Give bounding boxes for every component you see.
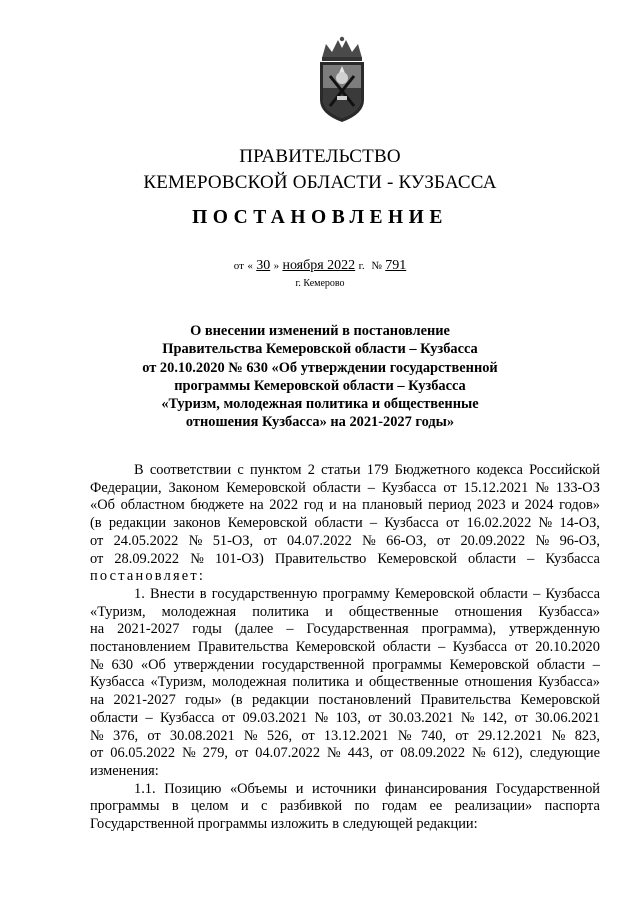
text-line [90,462,600,480]
document-type-heading: ПОСТАНОВЛЕНИЕ [192,207,448,228]
word: – [286,621,294,638]
word: – [533,585,541,602]
word: 51-ОЗ, [212,532,254,549]
word: 24.05.2022 [113,532,179,549]
word: от [234,745,249,762]
word: № [460,709,475,726]
word: № [362,532,376,549]
word: и [240,798,249,815]
word: 2 [307,462,315,478]
word: законов [173,515,221,532]
word: политика [292,674,350,691]
word: Бюджетного [394,462,471,478]
word: 29.12.2021 [477,727,543,744]
word: целом [191,798,229,815]
word: Кемеровской [394,585,475,602]
word: Кузбасса [452,639,508,656]
word: Российской [529,462,600,478]
word: 526, [266,727,293,744]
word: – [438,639,446,656]
word: области [90,709,139,726]
word: на [249,497,264,514]
word: № [90,656,104,673]
word: № [472,745,486,762]
word: Правительство [274,550,367,567]
date-day: 30 [256,258,271,273]
word: год [303,497,324,514]
word: бюджете [190,497,244,514]
date-year-suffix: г. [358,260,365,272]
word: 443, [347,745,373,762]
word: от [514,639,528,656]
word: Правительства [197,639,289,656]
word: молодежная [212,674,287,691]
word: 179 [366,462,389,478]
word: «Об [140,656,166,673]
word: государственную [211,585,318,602]
word: «Туризм, [150,674,207,691]
word: с [261,798,268,815]
word: утверждении [173,656,255,673]
paragraph-item-1-1 [90,781,600,816]
text-line [90,745,600,763]
word: 08.09.2022 [400,745,466,762]
number-sign: № [371,260,382,272]
word: государственной [261,656,365,673]
word: Кемеровской [377,550,457,567]
word: Кемеровской [227,515,308,532]
text-line [90,781,600,799]
word: Федерации, [90,479,162,496]
text-line [90,497,600,515]
text-line [90,798,600,816]
word: – [369,515,378,532]
word: постановлений [318,692,412,709]
kuzbass-coat-of-arms-icon [312,36,372,124]
word: 740, [420,727,446,744]
word: 28.09.2022 [114,550,180,567]
word: от [90,745,104,762]
word: годов» [559,497,600,514]
word: (в [90,515,102,532]
word: утвержденную [509,621,600,638]
word: Кузбасса [160,709,215,726]
title-line: «Туризм, молодежная политика и общественные [161,396,479,413]
word: Внести [150,585,195,602]
word: № [327,745,341,762]
word: «Об [90,497,115,514]
text-line [90,621,600,639]
word: от [301,727,315,744]
word: области [312,479,361,496]
government-line-2: КЕМЕРОВСКОЙ ОБЛАСТИ - КУЗБАССА [143,172,497,193]
word: области [536,656,585,673]
date-open-quote: « [247,260,253,272]
word: 30.06.2021 [535,709,600,726]
word: Кемеровской [520,692,600,709]
text-line [90,604,600,622]
word: Кемеровской [226,479,306,496]
paragraph-item-1-1-last-line: Государственной программы изложить в следующей редакции: [90,816,478,833]
word: Кемеровской [449,656,530,673]
paragraph-item-1-last-line: изменения: [90,762,159,779]
text-line [90,639,600,657]
word: 279, [202,745,228,762]
title-line: программы Кемеровской области – Кузбасса [174,377,466,394]
word: разбивкой [279,798,343,815]
word: В [134,462,144,478]
word: 612), [492,745,523,762]
text-line [90,551,600,569]
word: от [446,515,460,532]
decree-number: 791 [385,258,407,273]
word: – [592,656,600,673]
word: № [314,709,329,726]
word: от [436,532,451,549]
word: программы [372,656,442,673]
word: Кузбасса [381,479,437,496]
word: области [382,639,431,656]
word: Позицию [164,780,222,797]
word: «Туризм, [90,603,146,620]
word: – [527,550,535,567]
decrees-word: постановляет: [90,568,206,585]
title-line: от 20.10.2020 № 630 «Об утверждении государственной [142,359,498,376]
word: финансирования [384,780,488,797]
word: и [329,497,337,514]
text-line [90,692,600,710]
word: 04.07.2022 [287,532,352,549]
word: Кузбасса [545,585,600,602]
word: Кузбасса» [538,674,600,691]
word: № [397,727,412,744]
text-line [90,728,600,746]
word: Законом [168,479,220,496]
word: и [295,780,304,797]
text-line [90,657,600,675]
word: постановлением [90,639,191,656]
word: годы [192,621,222,638]
text-line [90,586,600,604]
word: соответствии [149,462,232,478]
word: в [171,798,179,815]
word: 630 [111,656,134,673]
word: 2023 [476,497,506,514]
word: годы» [185,692,222,709]
word: Государственная [306,621,409,638]
word: ее [429,798,443,815]
word: 04.07.2022 [255,745,321,762]
word: 2024 [524,497,554,514]
word: от [221,709,236,726]
word: Кузбасса [384,515,439,532]
word: общественные [348,603,439,620]
text-line [90,674,600,692]
decree-date-line [0,257,640,274]
word: 14-ОЗ, [559,515,600,532]
word: 15.12.2021 [463,479,529,496]
word: политика [252,603,309,620]
word: от [443,479,457,496]
word: области [314,515,363,532]
word: № [188,532,203,549]
word: от [368,709,382,726]
word: в [199,585,207,602]
word: области [479,585,528,602]
word: плановый [362,497,423,514]
word: областном [120,497,185,514]
word: (в [231,692,243,709]
word: 20.09.2022 [460,532,526,549]
word: на [90,621,105,638]
word: 96-ОЗ, [559,532,600,549]
word: 30.08.2021 [169,727,235,744]
word: 1.1. [134,780,156,797]
paragraph-preamble [90,462,600,568]
word: годам [381,798,418,815]
word: и [325,603,333,620]
word: 2021-2027 [117,621,180,638]
word: № [535,532,550,549]
word: общественные [368,674,459,691]
date-from-label: от [233,260,244,272]
word: Кемеровской [295,639,376,656]
word: 2021-2027 [113,692,176,709]
word: источники [312,780,377,797]
word: редакции [108,515,167,532]
word: 2022 [269,497,299,514]
text-line [90,533,600,551]
word: Государственной [495,780,600,797]
word: – [145,709,153,726]
word: «Объемы [229,780,288,797]
word: от [90,550,104,567]
word: на [90,692,105,709]
word: пунктом [249,462,302,478]
word: от [90,532,104,549]
word: 103, [335,709,361,726]
word: и [355,674,363,691]
word: № [90,727,104,744]
word: 06.05.2022 [110,745,176,762]
word: 101-ОЗ) [214,550,264,567]
word: № [190,550,204,567]
word: 09.03.2021 [242,709,308,726]
word: кодекса [476,462,523,478]
word: 66-ОЗ, [386,532,427,549]
text-line [90,710,600,728]
word: от [455,727,469,744]
word: на [342,497,357,514]
word: реализации» [454,798,533,815]
word: программы [90,798,160,815]
word: и [511,497,520,514]
word: (далее [234,621,274,638]
word: следующие [529,745,600,762]
title-line: Правительства Кемеровской области – Кузбасса [162,341,478,358]
document-body [90,462,600,834]
word: Кузбасса [545,550,600,567]
word: от [147,727,161,744]
word: молодежная [161,603,237,620]
word: по [354,798,370,815]
word: 142, [481,709,508,726]
word: с [237,462,244,478]
government-line-1: ПРАВИТЕЛЬСТВО [239,146,401,167]
word: № [243,727,258,744]
title-line: отношения Кузбасса» на 2021-2027 годы» [185,414,455,431]
word: статьи [321,462,361,478]
text-line [90,480,600,498]
word: от [514,709,528,726]
city-label: г. Кемерово [295,278,345,289]
word: редакции [251,692,310,709]
word: 1. [134,585,145,602]
word: № [182,745,196,762]
word: 823, [574,727,600,744]
title-line: О внесении изменений в постановление [190,323,450,339]
word: 20.10.2020 [535,639,600,656]
word: от [263,532,277,549]
decree-title [60,322,580,432]
word: от [379,745,394,762]
word: № [538,515,553,532]
word: 16.02.2022 [466,515,532,532]
word: 13.12.2021 [323,727,389,744]
word: отношения [464,674,533,691]
date-month-year: ноября 2022 [282,258,356,273]
text-line [90,515,600,533]
word: отношения [454,603,523,620]
word: № [551,727,566,744]
word: – [367,479,375,496]
word: 30.03.2021 [388,709,454,726]
word: программу [322,585,390,602]
word: области [468,550,517,567]
word: Кузбасса [90,674,145,691]
word: программа), [421,621,497,638]
date-close-quote: » [273,260,280,272]
word: № [535,479,549,496]
word: Правительства [420,692,512,709]
word: 133-ОЗ [555,479,600,496]
paragraph-item-1 [90,586,600,763]
word: Кузбасса» [538,603,600,620]
word: период [428,497,472,514]
word: 376, [112,727,139,744]
word: паспорта [544,798,600,815]
